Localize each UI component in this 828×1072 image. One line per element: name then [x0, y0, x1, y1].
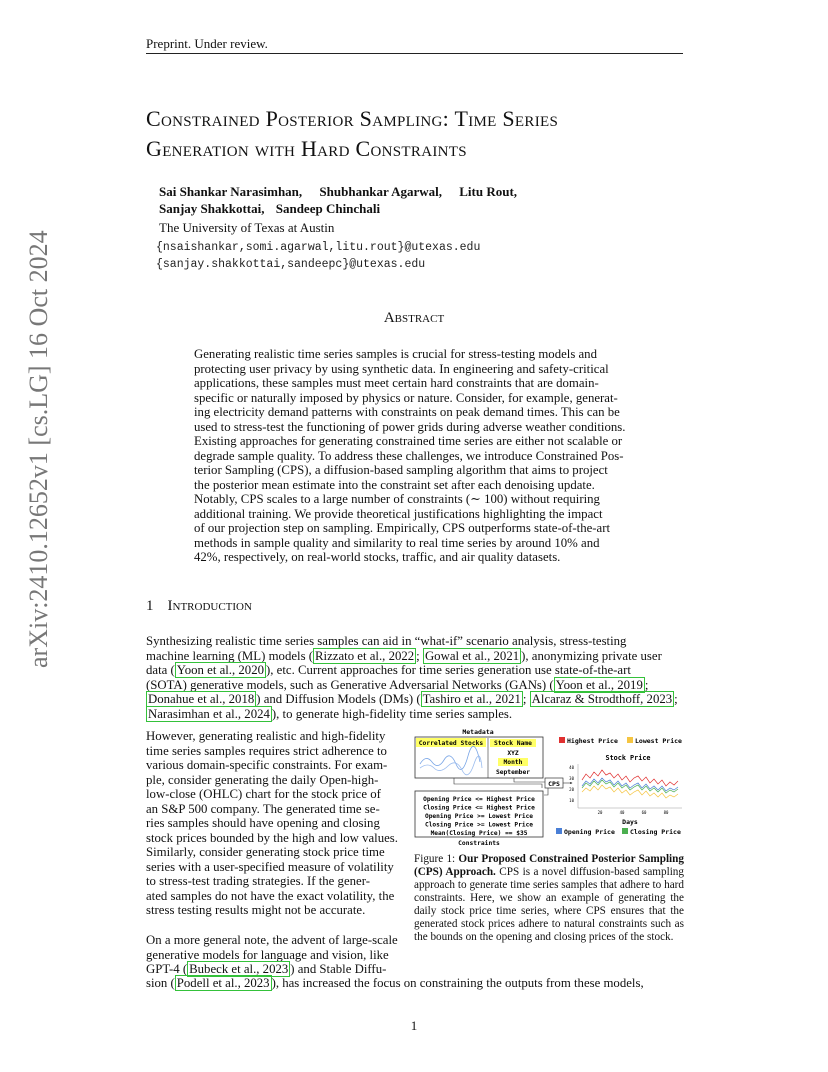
text: ; — [522, 692, 530, 706]
legend-label-high: Highest Price — [567, 737, 618, 745]
text: ), anonymizing private user — [521, 648, 662, 663]
constraint-item: Opening Price >= Lowest Price — [424, 813, 534, 820]
month-label: Month — [503, 759, 523, 766]
abstract-line: methods in sample quality and similarity to real time series by around 10% and — [194, 535, 600, 550]
body-line: ple, consider generating the daily Open-high- — [146, 772, 379, 787]
intro-line — [146, 663, 683, 678]
y-tick-label: 40 — [569, 765, 574, 770]
legend-swatch-high — [559, 737, 565, 743]
citation-link[interactable]: Gowal et al., 2021 — [424, 648, 520, 663]
page-number: 1 — [410, 1018, 418, 1033]
citation-link[interactable]: Podell et al., 2023 — [176, 976, 270, 990]
cps-label: CPS — [548, 780, 560, 788]
legend-label-close: Closing Price — [630, 828, 681, 836]
body-line: to stress-test trading strategies. If the gener- — [146, 874, 370, 888]
citation-link[interactable]: Narasimhan et al., 2024 — [148, 706, 270, 721]
section-heading — [146, 598, 252, 615]
left-column-paragraph-2 — [146, 933, 406, 977]
intro-line — [146, 649, 683, 664]
text: GPT-4 ( — [146, 962, 188, 976]
series-line-open — [582, 778, 678, 791]
body-line: series with a user-specified measure of volatility — [146, 859, 394, 874]
abstract-body — [194, 347, 634, 565]
citation-link[interactable]: Alcaraz & Strodthoff, 2023 — [531, 692, 673, 706]
legend-swatch-close — [622, 828, 628, 834]
author: Shubhankar Agarwal, — [319, 184, 443, 199]
intro-line: Synthesizing realistic time series samples can aid in “what-if” scenario analysis, stress-testing — [146, 634, 627, 648]
citation-link[interactable]: Donahue et al., 2018 — [148, 692, 255, 706]
text: ), to generate high-fidelity time series samples. — [271, 706, 513, 721]
abstract-line: additional training. We provide theoretical justifications highlighting the impact — [194, 506, 603, 521]
text: data ( — [146, 663, 175, 677]
connector — [544, 788, 548, 795]
text: ; — [416, 648, 423, 663]
body-line: low-close (OHLC) chart for the stock price of — [146, 787, 381, 801]
header-rule — [146, 53, 683, 54]
paper-title — [146, 104, 706, 164]
section-number: 1 — [146, 598, 154, 614]
title-line-1: Constrained Posterior Sampling: Time Series — [146, 106, 559, 131]
body-line: stock prices bounded by the high and low values. — [146, 830, 398, 845]
abstract-line: used to stress-test the functioning of power grids during adverse weather conditions. — [194, 419, 626, 434]
author-list — [159, 183, 531, 217]
stock-value: XYZ — [507, 750, 519, 757]
email-line-1: {nsaishankar,somi.agarwal,litu.rout}@utexas.edu — [156, 241, 481, 254]
abstract-line: Generating realistic time series samples is crucial for stress-testing models and — [194, 347, 597, 361]
text: ) and Diffusion Models (DMs) ( — [256, 692, 421, 706]
left-column-paragraph-1 — [146, 729, 406, 918]
legend-label-low: Lowest Price — [635, 737, 682, 745]
correlated-stock-line — [420, 756, 482, 775]
body-line: Similarly, consider generating stock price time — [146, 845, 385, 859]
legend-swatch-low — [627, 737, 633, 743]
email-line-2: {sanjay.shakkottai,sandeepc}@utexas.edu — [156, 258, 426, 271]
intro-line — [146, 678, 683, 693]
abstract-line: Notably, CPS scales to a large number of constraints (∼ 100) without requiring — [194, 492, 600, 506]
figure-diagram — [414, 728, 684, 850]
author: Sai Shankar Narasimhan, — [159, 184, 303, 199]
x-tick-label: 80 — [663, 810, 669, 815]
author: Sandeep Chinchali — [275, 201, 381, 216]
affiliation: The University of Texas at Austin — [159, 220, 335, 235]
y-tick-label: 20 — [569, 787, 574, 792]
text: ) and Stable Diffu- — [290, 962, 387, 976]
citation-link[interactable]: Rizzato et al., 2022 — [315, 648, 415, 663]
running-header: Preprint. Under review. — [146, 36, 268, 51]
text: (SOTA) generative models, such as Generative Adversarial Networks (GANs) ( — [146, 677, 554, 692]
intro-line — [146, 707, 683, 722]
citation-link[interactable]: Bubeck et al., 2023 — [189, 962, 289, 976]
section-name: Introduction — [167, 598, 252, 614]
text: ; — [674, 692, 678, 706]
body-line: generative models for language and vision, like — [146, 947, 389, 962]
constraints-label: Constraints — [458, 840, 500, 847]
abstract-line: 42%, respectively, on real-world stocks, traffic, and air quality datasets. — [194, 550, 561, 564]
connector — [454, 778, 542, 788]
text: ; — [644, 677, 649, 692]
abstract-heading: Abstract — [383, 310, 445, 326]
body-line: However, generating realistic and high-fidelity — [146, 729, 386, 743]
figure-caption — [414, 853, 684, 944]
month-value: September — [495, 769, 531, 776]
caption-bold: Our Proposed Constrained Posterior Sampling (CPS) Approach. — [414, 853, 684, 878]
abstract-line: terior Sampling (CPS), a diffusion-based sampling algorithm that aims to project — [194, 463, 608, 477]
authors-line-2 — [159, 200, 531, 217]
full-width-line — [146, 976, 683, 991]
y-tick-label: 10 — [569, 798, 574, 803]
author: Litu Rout, — [459, 184, 518, 199]
series-line-low — [582, 785, 678, 798]
text: ), etc. Current approaches for time series generation use state-of-the-art — [266, 663, 631, 677]
body-line: an S&P 500 company. The generated time se- — [146, 801, 380, 816]
abstract-line: specific or naturally imposed by physics or nature. Consider, for example, generat- — [194, 390, 618, 405]
abstract-line: of our projection step on sampling. Empirically, CPS outperforms state-of-the-art — [194, 521, 611, 535]
abstract-line: ing electricity demand patterns with constraints on peak demand times. This can be — [194, 405, 620, 419]
stock-name-label: Stock Name — [494, 740, 532, 747]
abstract-line: protecting user privacy by using synthetic data. In engineering and safety-critical — [194, 361, 609, 376]
body-line: various domain-specific constraints. For exam- — [146, 758, 388, 772]
abstract-line: degrade sample quality. To address these challenges, we introduce Constrained Pos- — [194, 448, 624, 463]
chart-title: Stock Price — [605, 754, 651, 762]
correlated-stock-line — [420, 746, 480, 769]
metadata-label: Metadata — [462, 728, 494, 736]
x-tick-label: 20 — [597, 810, 603, 815]
x-tick-label: 60 — [641, 810, 647, 815]
body-line: time series samples requires strict adherence to — [146, 743, 387, 758]
x-tick-label: 40 — [619, 810, 625, 815]
caption-prefix: Figure 1: — [414, 853, 459, 865]
legend-label-open: Opening Price — [564, 828, 615, 836]
text: sion ( — [146, 976, 175, 990]
citation-link[interactable]: Yoon et al., 2019 — [555, 677, 643, 692]
author: Sanjay Shakkottai, — [159, 201, 265, 216]
title-line-2: Generation with Hard Constraints — [146, 136, 467, 161]
citation-link[interactable]: Yoon et al., 2020 — [176, 663, 264, 677]
abstract-line: Existing approaches for generating constrained time series are either not scalable or — [194, 434, 623, 448]
constraint-item: Opening Price <= Highest Price — [423, 796, 535, 803]
body-line: On a more general note, the advent of large-scale — [146, 933, 398, 947]
citation-link[interactable]: Tashiro et al., 2021 — [422, 692, 521, 706]
intro-paragraph — [146, 634, 683, 721]
body-line: stress testing results might not be accurate. — [146, 903, 366, 917]
correlated-stocks-label: Correlated Stocks — [418, 740, 484, 747]
text: ), has increased the focus on constraining the outputs from these models, — [271, 976, 644, 990]
figure-1 — [414, 728, 684, 850]
legend-swatch-open — [556, 828, 562, 834]
body-line: ated samples do not have the exact volatility, the — [146, 888, 395, 903]
y-tick-label: 30 — [569, 776, 574, 781]
abstract-line: the posterior mean estimate into the constraint set after each denoising update. — [194, 477, 595, 492]
authors-line-1 — [159, 183, 531, 200]
constraint-item: Closing Price >= Lowest Price — [424, 821, 534, 829]
constraint-item: Mean(Closing Price) == $35 — [430, 830, 528, 837]
intro-line — [146, 692, 683, 707]
text: machine learning (ML) models ( — [146, 648, 314, 663]
x-axis-label: Days — [622, 818, 638, 826]
constraint-item: Closing Price <= Highest Price — [423, 804, 535, 812]
caption-text: CPS is a novel diffusion-based sampling approach to generate time series samples that adhere to hard constraints. Here, we show an example of generating the daily stock price time series, where CPS ensures that the generated stock prices adhere to natural constraints such as the bounds on the opening and closing prices of the stock. — [414, 866, 684, 943]
abstract-line: applications, these samples must meet certain hard constraints that are domain- — [194, 376, 599, 390]
body-line: ries samples should have opening and closing — [146, 816, 380, 830]
